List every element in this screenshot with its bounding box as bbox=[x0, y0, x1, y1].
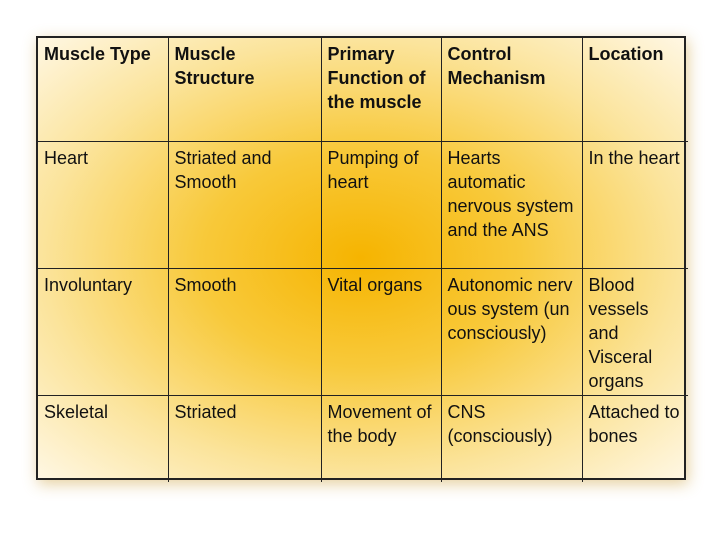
header-muscle-structure: Muscle Structure bbox=[168, 38, 321, 141]
header-muscle-type: Muscle Type bbox=[38, 38, 168, 141]
header-primary-function: Primary Function of the muscle bbox=[321, 38, 441, 141]
cell-location: Attached to bones bbox=[582, 395, 688, 482]
header-control-mechanism: Control Mechanism bbox=[441, 38, 582, 141]
cell-muscle-structure: Striated bbox=[168, 395, 321, 482]
header-location: Location bbox=[582, 38, 688, 141]
cell-location: Blood vessels and Visceral organs bbox=[582, 268, 688, 395]
cell-muscle-structure: Striated and Smooth bbox=[168, 141, 321, 268]
cell-primary-function: Movement of the body bbox=[321, 395, 441, 482]
cell-muscle-structure: Smooth bbox=[168, 268, 321, 395]
cell-control-mechanism: CNS (consciously) bbox=[441, 395, 582, 482]
table-row bbox=[38, 395, 688, 482]
cell-muscle-type: Involuntary bbox=[38, 268, 168, 395]
cell-muscle-type: Skeletal bbox=[38, 395, 168, 482]
cell-control-mechanism: Hearts automatic nervous system and the ANS bbox=[441, 141, 582, 268]
muscle-table-container bbox=[36, 36, 686, 480]
cell-location: In the heart bbox=[582, 141, 688, 268]
cell-primary-function: Pumping of heart bbox=[321, 141, 441, 268]
cell-muscle-type: Heart bbox=[38, 141, 168, 268]
cell-control-mechanism: Autonomic nervous system (unconsciously) bbox=[441, 268, 582, 395]
muscle-table bbox=[38, 38, 688, 482]
table-header-row bbox=[38, 38, 688, 141]
cell-primary-function: Vital organs bbox=[321, 268, 441, 395]
table-row bbox=[38, 268, 688, 395]
table-row bbox=[38, 141, 688, 268]
